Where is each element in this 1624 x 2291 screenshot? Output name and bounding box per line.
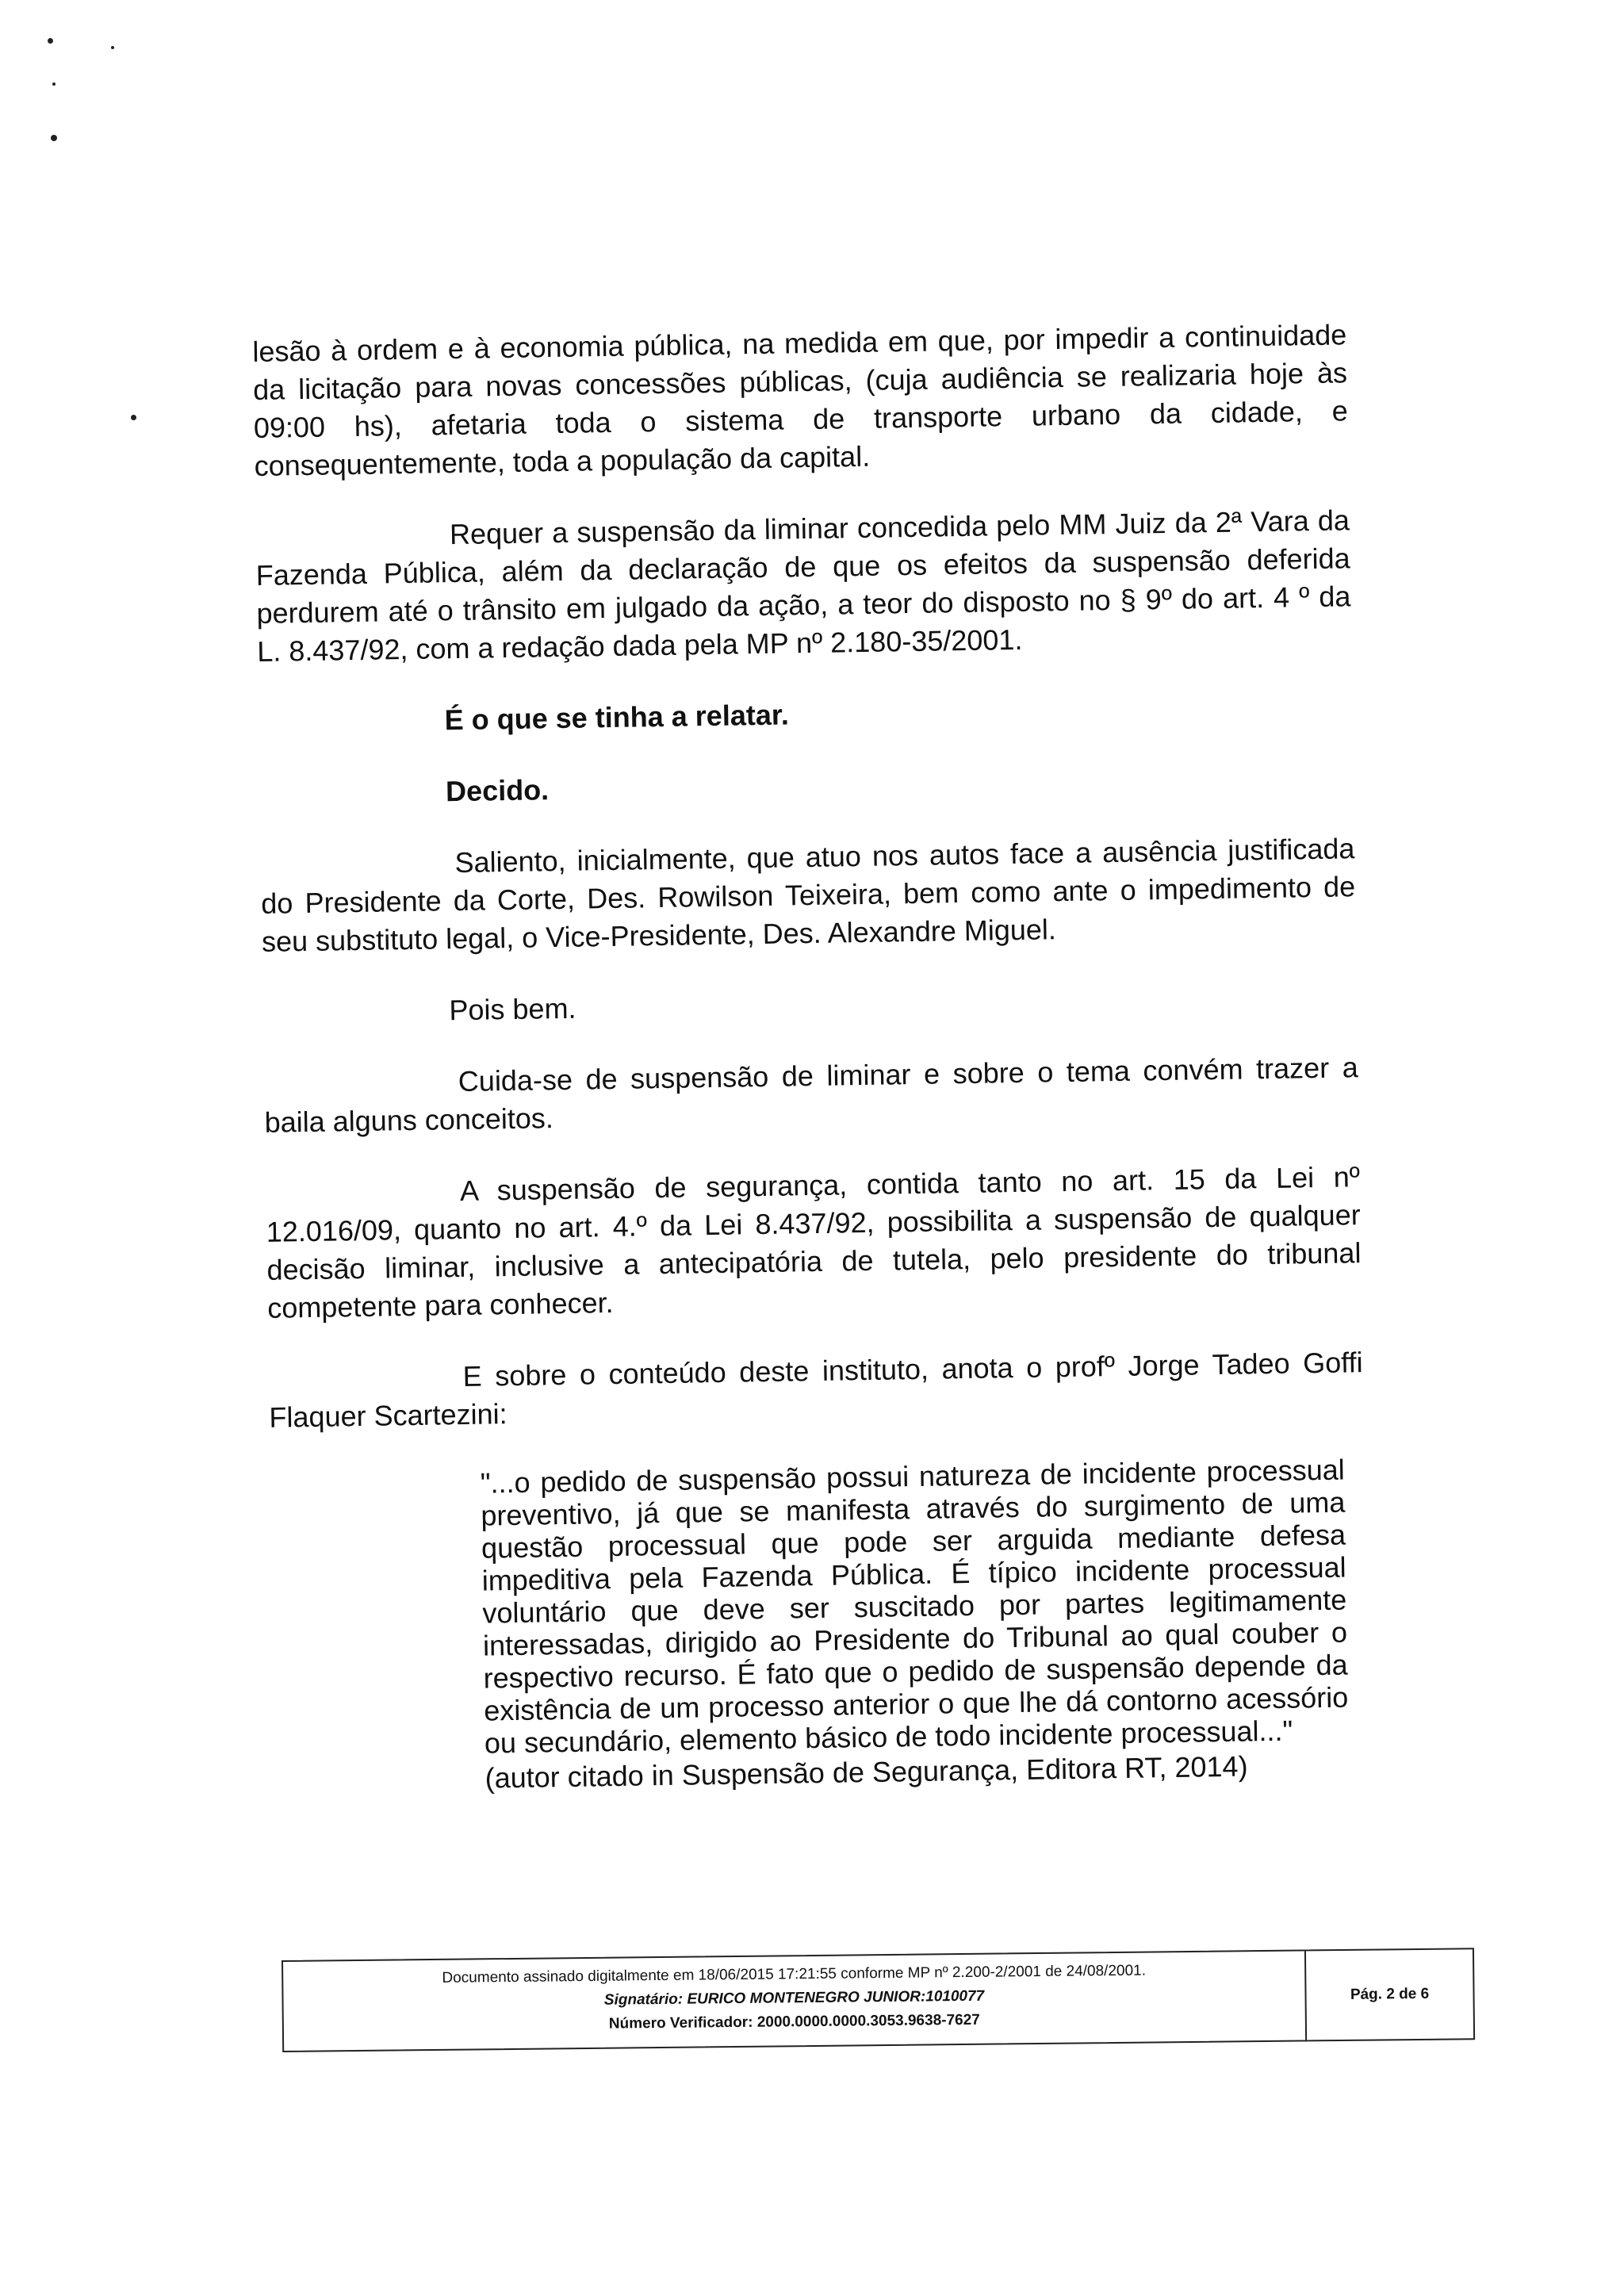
block-quote: "...o pedido de suspensão possui natureza de incidente processual preventivo, já que se manifesta através do surgimento de uma questão processual que pode ser arguida mediante defesa impeditiva pela Fazenda Pública. É típico incidente processual voluntário que deve ser suscitado por partes legitimamente interessadas, dirigido ao Presidente do Tribunal ao qual couber o respectivo recurso. É fato que o pedido de suspensão depende da existência de um processo anterior o que lhe dá contorno acessório ou secundário, elemento básico de todo incidente processual...": [480, 1453, 1349, 1760]
paragraph-conteudo-instituto: E sobre o conteúdo deste instituto, anota o profº Jorge Tadeo Goffi Flaquer Scartezini:: [269, 1346, 1363, 1434]
signature-statement: Documento assinado digitalmente em 18/06/2015 17:21:55 conforme MP nº 2.200-2/2001 de 24/08/2001.: [442, 1962, 1147, 1986]
scan-speck: [52, 82, 56, 86]
scan-speck: [111, 46, 114, 49]
scan-speck: [48, 38, 53, 44]
paragraph-requer: Requer a suspensão da liminar concedida pelo MM Juiz da 2ª Vara da Fazenda Pública, além da declaração de que os efeitos da suspensão deferida perdurem até o trânsito em julgado da ação, a teor do disposto no § 9º do art. 4 º da L. 8.437/92, com a redação dada pela MP nº 2.180-35/2001.: [255, 504, 1351, 668]
verifier-label: Número Verificador:: [608, 2013, 753, 2032]
signer-label: Signatário:: [603, 1990, 684, 2009]
paragraph-saliento: Saliento, inicialmente, que atuo nos autos face a ausência justificada do Presidente da Corte, Des. Rowilson Teixeira, bem como ante o impedimento de seu substituto legal, o Vice-Presidente, Des. Alexandre Miguel.: [260, 832, 1356, 958]
verifier-value: 2000.0000.0000.3053.9638-7627: [756, 2011, 980, 2031]
paragraph-cuida-se: Cuida-se de suspensão de liminar e sobre o tema convém trazer a baila alguns conceitos.: [264, 1051, 1359, 1139]
signer-value: EURICO MONTENEGRO JUNIOR:1010077: [687, 1987, 985, 2008]
paragraph-pois-bem: Pois bem.: [449, 991, 576, 1027]
scan-speck: [51, 135, 57, 141]
quote-citation: (autor citado in Suspensão de Segurança, Editora RT, 2014): [485, 1749, 1248, 1795]
paragraph-suspensao-seguranca: A suspensão de segurança, contida tanto no art. 15 da Lei nº 12.016/09, quanto no art. 4.º da Lei 8.437/92, possibilita a suspensão de qualquer decisão liminar, inclusive a antecipatória de tutela, pelo presidente do tribunal competente para conhecer.: [266, 1160, 1362, 1324]
heading-relatar: É o que se tinha a relatar.: [444, 698, 790, 737]
paragraph-lesao: lesão à ordem e à economia pública, na medida em que, por impedir a continuidade da licitação para novas concessões públicas, (cuja audiência se realizaria hoje às 09:00 hs), afetaria toda o sistema de transporte urbano da cidade, e consequentemente, toda a população da capital.: [252, 318, 1349, 482]
scan-speck: [131, 415, 136, 420]
page-number: Pág. 2 de 6: [1350, 1985, 1430, 2003]
document-body: [252, 316, 1369, 1800]
signature-footer: [282, 1948, 1475, 2052]
signature-details: [283, 1951, 1307, 2051]
heading-decido: Decido.: [445, 773, 550, 808]
